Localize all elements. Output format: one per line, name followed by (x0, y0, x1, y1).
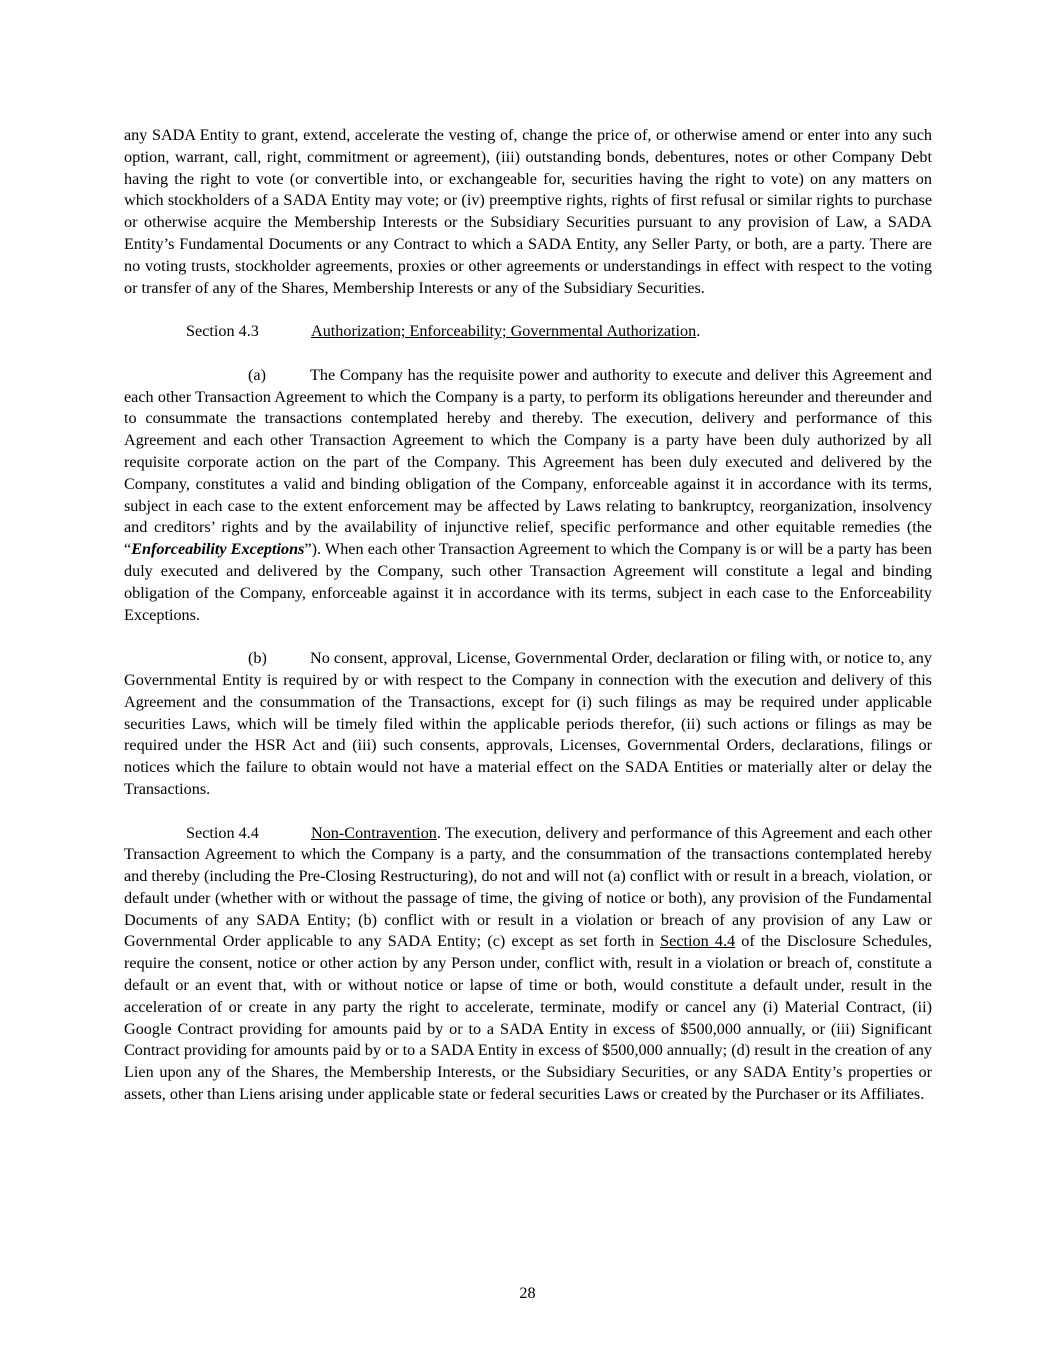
defined-term-enforceability-exceptions: Enforceability Exceptions (131, 540, 305, 559)
continued-paragraph: any SADA Entity to grant, extend, accelerate the vesting of, change the price of, or otherwise amend or enter into any such option, warrant, call, right, commitment or agreement), (iii) outstanding bonds, debentures, notes or other Company Debt having the right to vote (or convertible into, or exchangeable for, securities having the right to vote) on any matters on which stockholders of a SADA Entity may vote; or (iv) preemptive rights, rights of first refusal or similar rights to purchase or otherwise acquire the Membership Interests or the Subsidiary Securities pursuant to any provision of Law, a SADA Entity’s Fundamental Documents or any Contract to which a SADA Entity, any Seller Party, or both, are a party. There are no voting trusts, stockholder agreements, proxies or other agreements or understandings in effect with respect to the voting or transfer of any of the Shares, Membership Interests or any of the Subsidiary Securities. (124, 126, 932, 297)
section-4-3-number: Section 4.3 (186, 322, 259, 341)
section-4-3-b-text: No consent, approval, License, Governmental Order, declaration or filing with, or notice to, any Governmental Entity is required by or with respect to the Company in connection with the execution and delivery of this Agreement and the consummation of the Transactions, except for (i) such filings as may be required under applicable securities Laws, which will be timely filed within the applicable periods therefor, (ii) such actions or filings as may be required under the HSR Act and (iii) such consents, approvals, Licenses, Governmental Orders, declarations, filings or notices which the failure to obtain would not have a material effect on the SADA Entities or materially alter or delay the Transactions. (124, 649, 932, 798)
section-4-4-cross-reference: Section 4.4 (660, 932, 736, 951)
section-4-4-number: Section 4.4 (186, 823, 259, 842)
section-4-4-title: Non-Contravention (311, 823, 437, 842)
section-4-4-paragraph (124, 823, 932, 1106)
section-4-4-text-1: . The execution, delivery and performance of this Agreement and each other Transaction Agreement to which the Company is a party, and the consummation of the transactions contemplated hereby and thereby (including the Pre-Closing Restructuring), do not and will not (a) conflict with or result in a breach, violation, or default under (whether with or without the passage of time, the giving of notice or both), any provision of the Fundamental Documents of any SADA Entity; (b) conflict with or result in a violation or breach of any provision of any Law or Governmental Order applicable to any SADA Entity; (c) except as set forth in (124, 823, 932, 951)
section-4-3-a-paragraph (124, 365, 932, 627)
section-4-3-b-label: (b) (248, 649, 267, 668)
section-4-3-title: Authorization; Enforceability; Governmental Authorization (311, 322, 697, 341)
section-4-3-a-label: (a) (248, 365, 266, 384)
section-4-3-period: . (696, 322, 701, 341)
page-number: 28 (519, 1284, 536, 1302)
section-4-3-heading (186, 321, 932, 343)
section-4-4-text-2: of the Disclosure Schedules, require the consent, notice or other action by any Person under, conflict with, result in a violation or breach of, constitute a default or an event that, with or without notice or lapse of time or both, would constitute a default under, result in the acceleration of or create in any party the right to accelerate, terminate, modify or cancel any (i) Material Contract, (ii) Google Contract providing for amounts paid by or to a SADA Entity in excess of $500,000 annually, or (iii) Significant Contract providing for amounts paid by or to a SADA Entity in excess of $500,000 annually; (d) result in the creation of any Lien upon any of the Shares, the Membership Interests, or the Subsidiary Securities, or any SADA Entity’s properties or assets, other than Liens arising under applicable state or federal securities Laws or created by the Purchaser or its Affiliates. (124, 932, 932, 1104)
section-4-3-a-text-1: The Company has the requisite power and authority to execute and deliver this Agreement and each other Transaction Agreement to which the Company is a party, to perform its obligations hereunder and thereunder and to consummate the transactions contemplated hereby and thereby. The execution, delivery and performance of this Agreement and each other Transaction Agreement to which the Company is a party have been duly authorized by all requisite corporate action on the part of the Company. This Agreement has been duly executed and delivered by the Company, constitutes a valid and binding obligation of the Company, enforceable against it in accordance with its terms, subject in each case to the extent enforcement may be affected by Laws relating to bankruptcy, reorganization, insolvency and creditors’ rights and by the availability of injunctive relief, specific performance and other equitable remedies (the “ (124, 365, 932, 559)
section-4-3-a-text-2: ”). When each other Transaction Agreement to which the Company is or will be a party has been duly executed and delivered by the Company, such other Transaction Agreement will constitute a legal and binding obligation of the Company, enforceable against it in accordance with its terms, subject in each case to the Enforceability Exceptions. (124, 540, 932, 624)
section-4-3-b-paragraph (124, 648, 932, 801)
document-page (124, 125, 932, 1128)
